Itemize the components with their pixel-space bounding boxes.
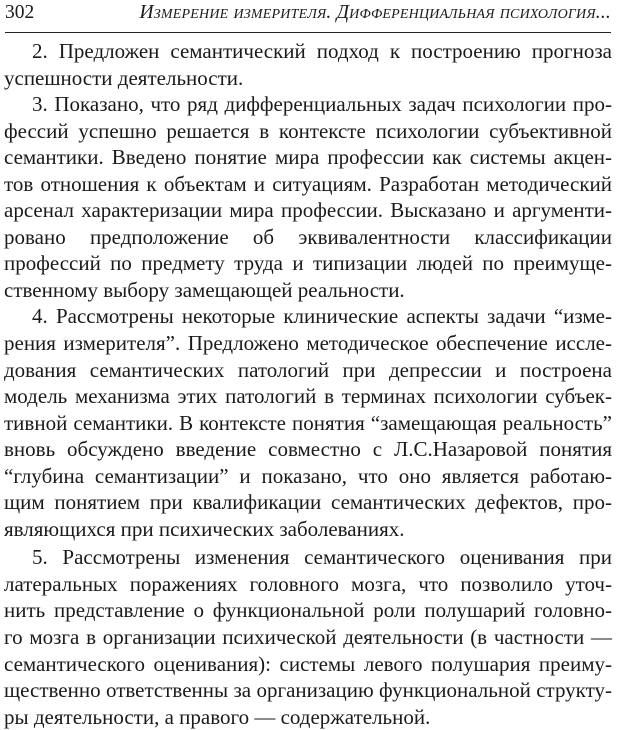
paragraph — [4, 91, 612, 303]
text-line: семантики. Введено понятие мира профессии как системы акцен- — [4, 145, 612, 170]
text-line: ры деятельности, а правого — содержательной. — [4, 704, 431, 729]
text-line: щественно ответственны за организацию функциональной структу- — [4, 678, 612, 703]
text-line: тов отношения к объектам и ситуациям. Разработан методический — [4, 171, 612, 196]
text-line: нить представление о функциональной роли полушарий головно- — [4, 598, 612, 623]
page-number: 302 — [5, 2, 35, 23]
text-line: 3. Показано, что ряд дифференциальных задач психологии про- — [32, 92, 612, 117]
text-line: модель механизма этих патологий в терминах психологии субъек- — [4, 384, 612, 409]
text-line: рения измерителя”. Предложено методическое обеспечение иссле- — [4, 331, 612, 356]
text-line: семантического оценивания): системы левого полушария преиму- — [4, 651, 612, 676]
text-line: ровано предположение об эквивалентности классификации — [4, 224, 612, 249]
text-line: тивной семантики. В контексте понятия “замещающая реальность” — [4, 410, 612, 435]
text-line: являющихся при психических заболеваниях. — [4, 516, 405, 541]
text-line: го мозга в организации психической деятельности (в частности — — [4, 625, 612, 650]
text-line: успешности деятельности. — [4, 65, 244, 90]
text-line: 5. Рассмотрены изменения семантического оценивания при — [32, 545, 612, 570]
text-line: ственному выбору замещающей реальности. — [4, 277, 405, 302]
text-line: 4. Рассмотрены некоторые клинические аспекты задачи “изме- — [32, 304, 612, 329]
text-line: латеральных поражениях головного мозга, что позволило уточ- — [4, 571, 612, 596]
text-line: щим понятием при квалификации семантических дефектов, про- — [4, 490, 612, 515]
text-line: арсенал характеризации мира профессии. Высказано и аргументи- — [4, 198, 612, 223]
paragraph — [4, 38, 612, 91]
body-text — [4, 38, 612, 730]
paragraph — [4, 544, 612, 730]
text-line: “глубина семантизации” и показано, что оно является работаю- — [4, 463, 612, 488]
text-line: 2. Предложен семантический подход к построению прогноза — [32, 39, 612, 63]
text-line: вновь обсуждено введение совместно с Л.С.Назаровой понятия — [4, 437, 612, 462]
text-line: фессий успешно решается в контексте психологии субъективной — [4, 118, 612, 143]
running-head-title: Измерение измерителя. Дифференциальная психология... — [139, 2, 611, 23]
running-head — [5, 0, 611, 33]
text-line: дования семантических патологий при депрессии и построена — [4, 357, 612, 382]
text-line: профессий по предмету труда и типизации людей по преимуще- — [4, 251, 612, 276]
paragraph — [4, 303, 612, 542]
